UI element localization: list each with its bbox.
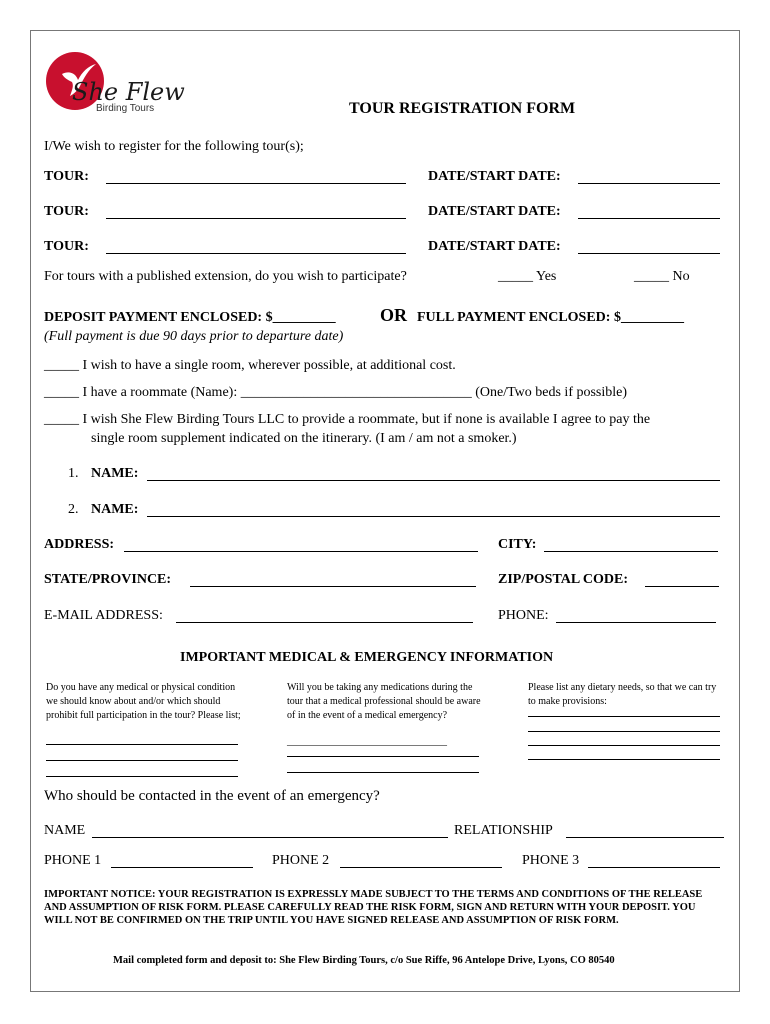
phone1-field[interactable] [111,867,253,868]
tour-field-1[interactable] [106,183,406,184]
date-field-2[interactable] [578,218,720,219]
phone-label: PHONE: [498,608,549,623]
extension-question: For tours with a published extension, do you wish to participate? [44,269,407,284]
medical-line-2c[interactable] [287,772,479,773]
name-field-2[interactable] [147,516,720,517]
date-field-1[interactable] [578,183,720,184]
dietary-line-1[interactable] [528,716,720,717]
tour-field-2[interactable] [106,218,406,219]
medical-heading: IMPORTANT MEDICAL & EMERGENCY INFORMATION [180,650,554,665]
emergency-question: Who should be contacted in the event of an emergency? [44,788,380,804]
name-label-1: NAME: [91,466,139,481]
mail-instructions: Mail completed form and deposit to: She Flew Birding Tours, c/o Sue Riffe, 96 Antelope Drive, Lyons, CO 80540 [113,955,615,966]
phone1-label: PHONE 1 [44,853,102,868]
provide-roommate-note: single room supplement indicated on the itinerary. (I am / am not a smoker.) [91,431,517,446]
single-room-option[interactable]: _____ I wish to have a single room, wherever possible, at additional cost. [44,358,456,373]
important-notice: IMPORTANT NOTICE: YOUR REGISTRATION IS EXPRESSLY MADE SUBJECT TO THE TERMS AND CONDITIONS OF THE RELEASE AND ASSUMPTION OF RISK FORM. PLEASE CAREFULLY READ THE RISK FORM, SIGN AND RETURN WITH YOUR DEPOSIT. YOU WILL NOT BE CONFIRMED ON THE TRIP UNTIL YOU HAVE SIGNED RELEASE AND ASSUMPTION OF RISK FORM. [44,889,703,926]
address-label: ADDRESS: [44,537,115,552]
phone2-label: PHONE 2 [272,853,330,868]
date-label-2: DATE/START DATE: [428,204,561,219]
medical-line-1c[interactable] [46,776,238,777]
city-label: CITY: [498,537,537,552]
state-label: STATE/PROVINCE: [44,572,172,587]
dietary-line-4[interactable] [528,759,720,760]
date-label-1: DATE/START DATE: [428,169,561,184]
full-payment-label[interactable]: FULL PAYMENT ENCLOSED: $_________ [417,310,684,325]
zip-field[interactable] [645,586,719,587]
roommate-option[interactable]: _____ I have a roommate (Name): _________________________________ (One/Two beds if possible) [44,385,628,400]
name-number-1: 1. [68,466,79,481]
address-field[interactable] [124,551,478,552]
relationship-field[interactable] [566,837,724,838]
date-label-3: DATE/START DATE: [428,239,561,254]
email-label: E-MAIL ADDRESS: [44,608,163,623]
medical-line-2b[interactable] [287,756,479,757]
extension-no[interactable]: _____ No [634,269,690,284]
phone3-field[interactable] [588,867,720,868]
logo-subtitle: Birding Tours [96,103,155,114]
emergency-name-label: NAME [44,823,86,838]
date-field-3[interactable] [578,253,720,254]
logo-name: She Flew [72,78,185,106]
state-field[interactable] [190,586,476,587]
medical-line-2-text[interactable]: ________________________________ [287,736,447,747]
relationship-label: RELATIONSHIP [454,823,553,838]
intro-text: I/We wish to register for the following tour(s); [44,139,304,154]
name-label-2: NAME: [91,502,139,517]
tour-label-3: TOUR: [44,239,89,254]
tour-label-1: TOUR: [44,169,89,184]
email-field[interactable] [176,622,473,623]
medical-line-1b[interactable] [46,760,238,761]
page-title: TOUR REGISTRATION FORM [349,100,576,117]
phone2-field[interactable] [340,867,502,868]
extension-yes[interactable]: _____ Yes [498,269,557,284]
tour-field-3[interactable] [106,253,406,254]
deposit-label[interactable]: DEPOSIT PAYMENT ENCLOSED: $_________ [44,310,336,325]
dietary-line-3[interactable] [528,745,720,746]
medical-question-1: Do you have any medical or physical condition we should know about and/or which should prohibit full participation in the tour? Please list; [46,682,241,721]
medical-line-1a[interactable] [46,744,238,745]
name-field-1[interactable] [147,480,720,481]
zip-label: ZIP/POSTAL CODE: [498,572,629,587]
name-number-2: 2. [68,502,79,517]
tour-label-2: TOUR: [44,204,89,219]
medical-question-2: Will you be taking any medications during the tour that a medical professional should be aware of in the event of a medical emergency? [287,682,481,721]
emergency-name-field[interactable] [92,837,448,838]
payment-note: (Full payment is due 90 days prior to departure date) [44,329,344,344]
provide-roommate-option[interactable]: _____ I wish She Flew Birding Tours LLC to provide a roommate, but if none is available I agree to pay the [44,412,651,427]
dietary-question: Please list any dietary needs, so that we can try to make provisions: [528,682,717,707]
city-field[interactable] [544,551,718,552]
phone3-label: PHONE 3 [522,853,580,868]
phone-field[interactable] [556,622,716,623]
or-text: OR [380,305,407,325]
dietary-line-2[interactable] [528,731,720,732]
